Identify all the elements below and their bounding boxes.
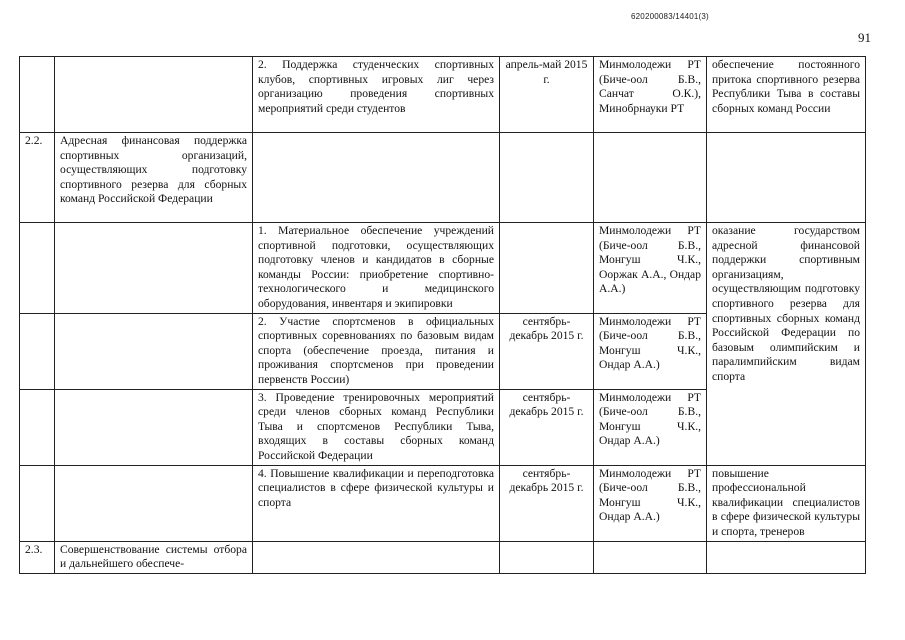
period-cell (500, 133, 594, 223)
period-cell (500, 541, 594, 573)
activity-cell: 2. Поддержка студенческих спортивных клубов, спортивных игровых лиг через организацию проведения спортивных мероприятий среди студентов (253, 57, 500, 133)
table-row (20, 133, 866, 223)
row-number (20, 223, 55, 314)
executors-cell (594, 541, 707, 573)
result-cell (707, 133, 866, 223)
activity-cell: 3. Проведение тренировочных мероприятий среди членов сборных команд Республики Тыва и спортсменов Республики Тыва, входящих в составы сборных команд Российской Федерации (253, 389, 500, 465)
result-cell: обеспечение постоянного притока спортивного резерва Республики Тыва в составы сборных команд России (707, 57, 866, 133)
period-cell: сентябрь-декабрь 2015 г. (500, 389, 594, 465)
table-row (20, 223, 866, 314)
row-number (20, 57, 55, 133)
goal-cell (55, 465, 253, 541)
activity-cell: 1. Материальное обеспечение учреждений спортивной подготовки, осуществляющих подготовку членов и кандидатов в сборные команды России: приобретение спортивно-технологического и медицинского оборудования, инвентаря и экипировки (253, 223, 500, 314)
row-number: 2.3. (20, 541, 55, 573)
table-row (20, 465, 866, 541)
period-cell: сентябрь-декабрь 2015 г. (500, 465, 594, 541)
page-number: 91 (858, 30, 871, 45)
goal-cell (55, 57, 253, 133)
table-row (20, 541, 866, 573)
executors-cell (594, 133, 707, 223)
row-number (20, 313, 55, 389)
activity-cell: 2. Участие спортсменов в официальных спортивных соревнованиях по базовым видам спорта (обеспечение проезда, питания и проживания спортсменов при проведении первенств России) (253, 313, 500, 389)
result-cell: повышение профессиональной квалификации специалистов в сфере физической культуры и спорта, тренеров (707, 465, 866, 541)
plan-table (19, 56, 866, 574)
period-cell: апрель-май 2015 г. (500, 57, 594, 133)
period-cell (500, 223, 594, 314)
executors-cell: Минмолодежи РТ (Биче-оол Б.В., Монгуш Ч.К., Ондар А.А.) (594, 389, 707, 465)
row-number: 2.2. (20, 133, 55, 223)
document-id: 620200083/14401(3) (631, 12, 709, 21)
activity-cell (253, 541, 500, 573)
goal-cell (55, 223, 253, 314)
goal-cell (55, 389, 253, 465)
result-cell: оказание государством адресной финансовой поддержки спортивным организациям, осуществляющим подготовку спортивного резерва для спортивных сборных команд Российской Федерации по базовым олимпийским и паралимпийским видам спорта (707, 223, 866, 466)
activity-cell (253, 133, 500, 223)
period-cell: сентябрь-декабрь 2015 г. (500, 313, 594, 389)
row-number (20, 465, 55, 541)
executors-cell: Минмолодежи РТ (Биче-оол Б.В., Санчат О.К.), Минобрнауки РТ (594, 57, 707, 133)
goal-cell: Совершенствование системы отбора и дальнейшего обеспече- (55, 541, 253, 573)
executors-cell: Минмолодежи РТ (Биче-оол Б.В., Монгуш Ч.К., Ондар А.А.) (594, 313, 707, 389)
table-row (20, 57, 866, 133)
executors-cell: Минмолодежи РТ (Биче-оол Б.В., Монгуш Ч.К., Ондар А.А.) (594, 465, 707, 541)
result-cell (707, 541, 866, 573)
activity-cell: 4. Повышение квалификации и переподготовка специалистов в сфере физической культуры и спорта (253, 465, 500, 541)
row-number (20, 389, 55, 465)
goal-cell (55, 313, 253, 389)
goal-cell: Адресная финансовая поддержка спортивных организаций, осуществляющих подготовку спортивного резерва для сборных команд Российской Федерации (55, 133, 253, 223)
executors-cell: Минмолодежи РТ (Биче-оол Б.В., Монгуш Ч.К., Ооржак А.А., Ондар А.А.) (594, 223, 707, 314)
